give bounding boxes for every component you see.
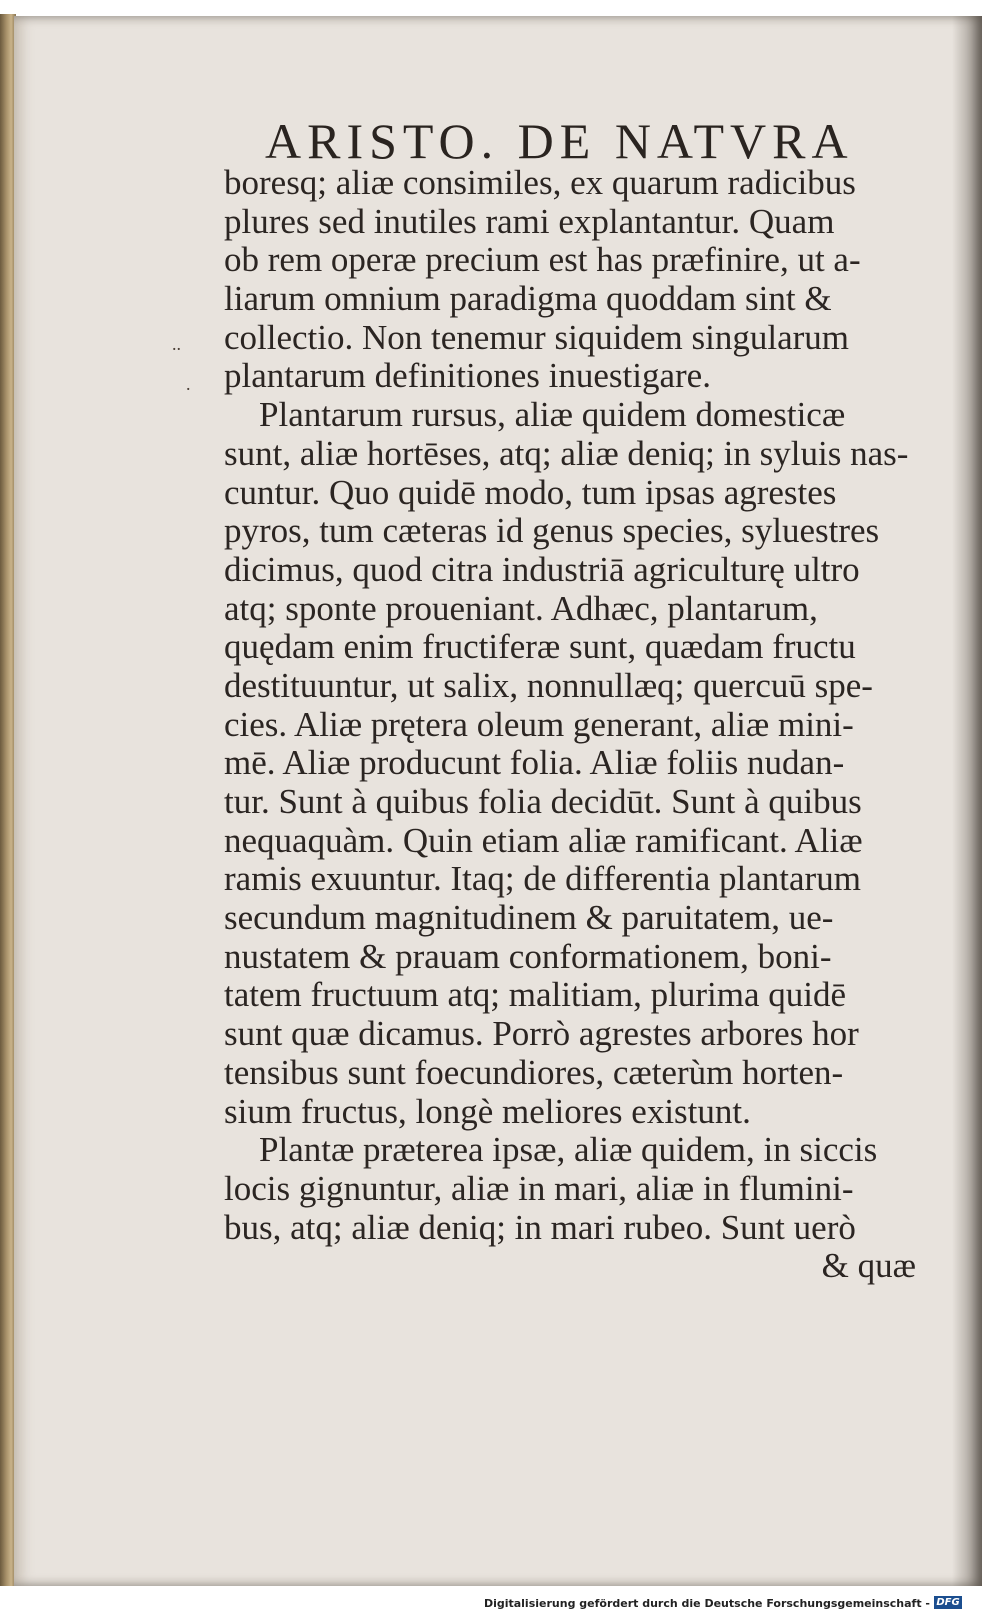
dfg-logo: DFG (934, 1596, 962, 1609)
text-line: cies. Aliæ prętera oleum generant, aliæ mini- (224, 704, 854, 744)
catchword: & quæ (821, 1246, 916, 1286)
body-text (224, 164, 944, 1286)
running-head: ARISTO. DE NATVRA (265, 113, 854, 169)
text-line: destituuntur, ut salix, nonnullæq; quercuū spe- (224, 665, 873, 705)
text-line: boresq; aliæ consimiles, ex quarum radicibus (224, 163, 856, 202)
margin-mark: .. (172, 334, 181, 354)
text-line: liarum omnium paradigma quoddam sint & (224, 279, 832, 319)
text-line: secundum magnitudinem & paruitatem, ue- (224, 898, 834, 938)
text-line: Plantæ præterea ipsæ, aliæ quidem, in siccis (224, 1130, 878, 1170)
text-line: pyros, tum cæteras id genus species, syluestres (224, 511, 880, 551)
text-line: atq; sponte proueniant. Adhæc, plantarum, (224, 588, 818, 628)
text-line: collectio. Non tenemur siquidem singularum (224, 317, 850, 357)
text-line: nequaquàm. Quin etiam aliæ ramificant. Aliæ (224, 820, 863, 860)
text-line: tur. Sunt à quibus folia decidūt. Sunt à quibus (224, 782, 862, 821)
text-line: locis gignuntur, aliæ in mari, aliæ in flumini- (224, 1168, 854, 1208)
text-line: dicimus, quod citra industriā agriculturę ultro (224, 549, 860, 589)
text-line: bus, atq; aliæ deniq; in mari rubeo. Sunt uerò (224, 1207, 856, 1247)
text-line: cuntur. Quo quidē modo, tum ipsas agrestes (224, 472, 837, 512)
text-line: plures sed inutiles rami explantantur. Quam (224, 201, 835, 241)
text-line: nustatem & prauam conformationem, boni- (224, 936, 832, 976)
margin-mark: . (186, 374, 191, 394)
text-line: tatem fructuum atq; malitiam, plurima quidē (224, 975, 847, 1015)
footer-credit: Digitalisierung gefördert durch die Deutsche Forschungsgemeinschaft - (483, 1597, 930, 1610)
text-line: sunt quæ dicamus. Porrò agrestes arbores hor (224, 1014, 859, 1054)
text-line: ramis exuuntur. Itaq; de differentia plantarum (224, 859, 861, 899)
text-line: mē. Aliæ producunt folia. Aliæ foliis nudan- (224, 743, 845, 783)
text-line: sium fructus, longè meliores existunt. (224, 1091, 751, 1131)
text-line: plantarum definitiones inuestigare. (224, 356, 711, 396)
text-line: quędam enim fructiferæ sunt, quædam fructu (224, 627, 856, 667)
text-line: tensibus sunt foecundiores, cæterùm horten- (224, 1052, 844, 1092)
text-line: sunt, aliæ hortēses, atq; aliæ deniq; in syluis nas- (224, 433, 909, 473)
text-line: Plantarum rursus, aliæ quidem domesticæ (224, 395, 846, 435)
page-gutter-shadow (952, 16, 982, 1586)
text-line: ob rem operæ precium est has præfinire, ut a- (224, 240, 861, 280)
